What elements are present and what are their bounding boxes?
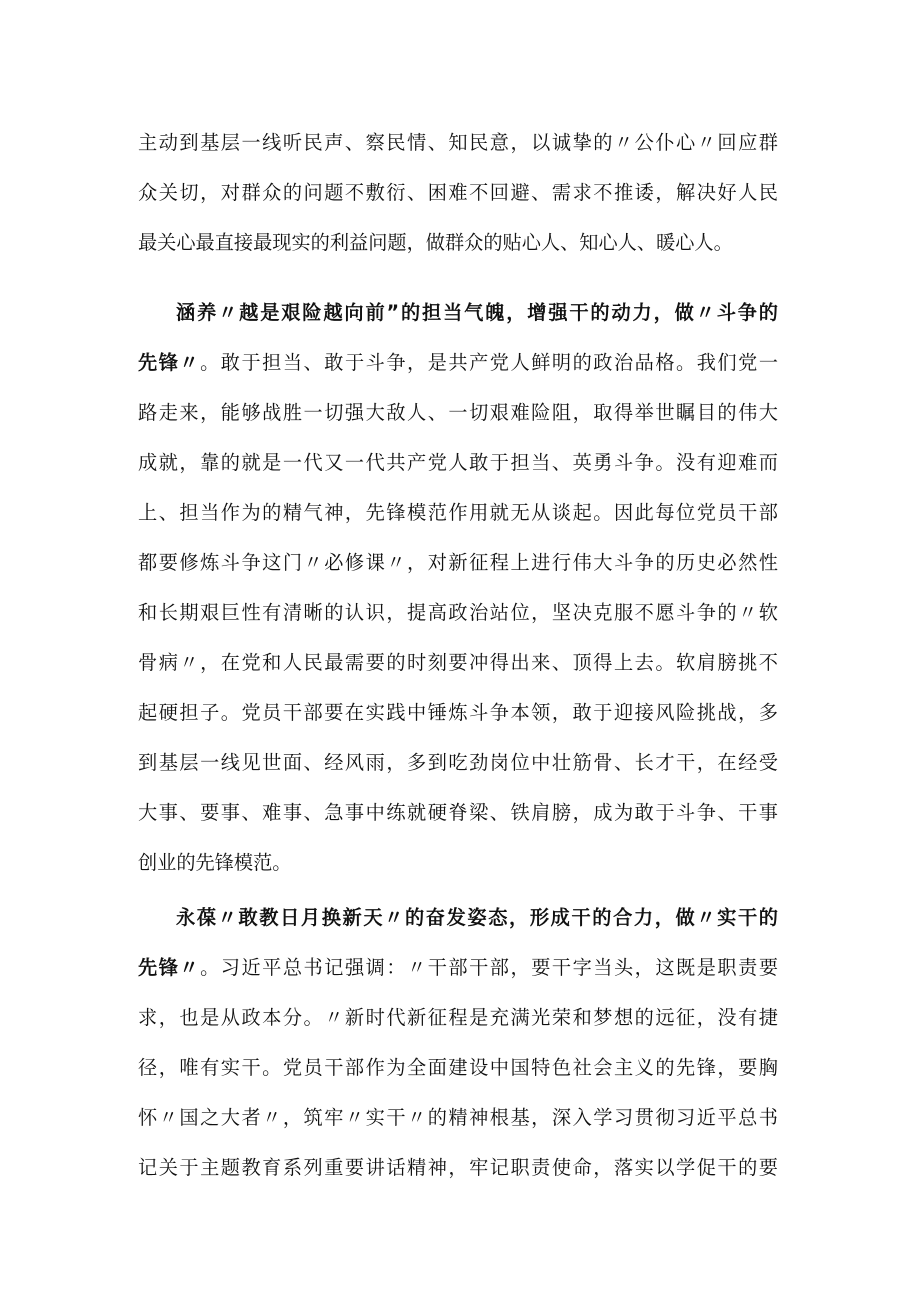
text-line (138, 1093, 778, 1143)
text-line (138, 788, 778, 838)
line-text: 最关心最直接最现实的利益问题，做群众的贴心人、知心人、暖心人。 (138, 231, 733, 254)
text-line (138, 438, 778, 488)
section-heading: 先锋〃 (138, 956, 201, 979)
text-line (138, 588, 778, 638)
paragraph-1 (138, 118, 778, 268)
text-line (138, 738, 778, 788)
line-text: 起硬担子。党员干部要在实践中锤炼斗争本领，敢于迎接风险挑战，多 (138, 701, 778, 724)
line-text: 。习近平总书记强调：〃干部干部，要干字当头，这既是职责要 (200, 956, 778, 979)
line-text: 路走来，能够战胜一切强大敌人、一切艰难险阻，取得举世瞩目的伟大 (138, 401, 778, 424)
section-heading: 涵养〃越是艰险越向前”的担当气魄，增强干的动力，做〃斗争的 (176, 301, 778, 324)
line-text: 。敢于担当、敢于斗争，是共产党人鲜明的政治品格。我们党一 (200, 351, 778, 374)
line-text: 求，也是从政本分。〃新时代新征程是充满光荣和梦想的远征，没有捷 (138, 1006, 778, 1029)
line-text: 都要修炼斗争这门〃必修课〃，对新征程上进行伟大斗争的历史必然性 (138, 551, 778, 574)
text-line (138, 943, 778, 993)
text-line (138, 838, 778, 888)
paragraph-3 (138, 893, 778, 1193)
section-heading-line (138, 288, 778, 338)
line-text: 创业的先锋模范。 (138, 851, 292, 874)
text-line (138, 388, 778, 438)
text-line (138, 538, 778, 588)
text-line (138, 638, 778, 688)
line-text: 骨病〃，在党和人民最需要的时刻要冲得出来、顶得上去。软肩膀挑不 (138, 651, 778, 674)
section-heading-line (138, 893, 778, 943)
text-line (138, 993, 778, 1043)
text-line (138, 1143, 778, 1193)
line-text: 径，唯有实干。党员干部作为全面建设中国特色社会主义的先锋，要胸 (138, 1056, 778, 1079)
line-text: 大事、要事、难事、急事中练就硬脊梁、铁肩膀，成为敢于斗争、干事 (138, 801, 778, 824)
line-text: 众关切，对群众的问题不敷衍、困难不回避、需求不推诿，解决好人民 (138, 181, 778, 204)
text-line (138, 488, 778, 538)
line-text: 怀〃国之大者〃，筑牢〃实干〃的精神根基，深入学习贯彻习近平总书 (138, 1106, 778, 1129)
line-text: 到基层一线见世面、经风雨，多到吃劲岗位中壮筋骨、长才干，在经受 (138, 751, 778, 774)
line-text: 记关于主题教育系列重要讲话精神，牢记职责使命，落实以学促干的要 (138, 1156, 778, 1179)
text-line (138, 168, 778, 218)
line-text: 主动到基层一线听民声、察民情、知民意，以诚挚的〃公仆心〃回应群 (138, 131, 778, 154)
text-line (138, 118, 778, 168)
text-line (138, 218, 778, 268)
line-text: 上、担当作为的精气神，先锋模范作用就无从谈起。因此每位党员干部 (138, 501, 778, 524)
section-heading: 先锋〃 (138, 351, 201, 374)
section-heading: 永葆〃敢教日月换新天〃的奋发姿态，形成干的合力，做〃实干的 (176, 906, 778, 929)
text-line (138, 338, 778, 388)
line-text: 和长期艰巨性有清晰的认识，提高政治站位，坚决克服不愿斗争的〃软 (138, 601, 778, 624)
paragraph-2 (138, 288, 778, 888)
text-line (138, 688, 778, 738)
text-line (138, 1043, 778, 1093)
line-text: 成就，靠的就是一代又一代共产党人敢于担当、英勇斗争。没有迎难而 (138, 451, 778, 474)
